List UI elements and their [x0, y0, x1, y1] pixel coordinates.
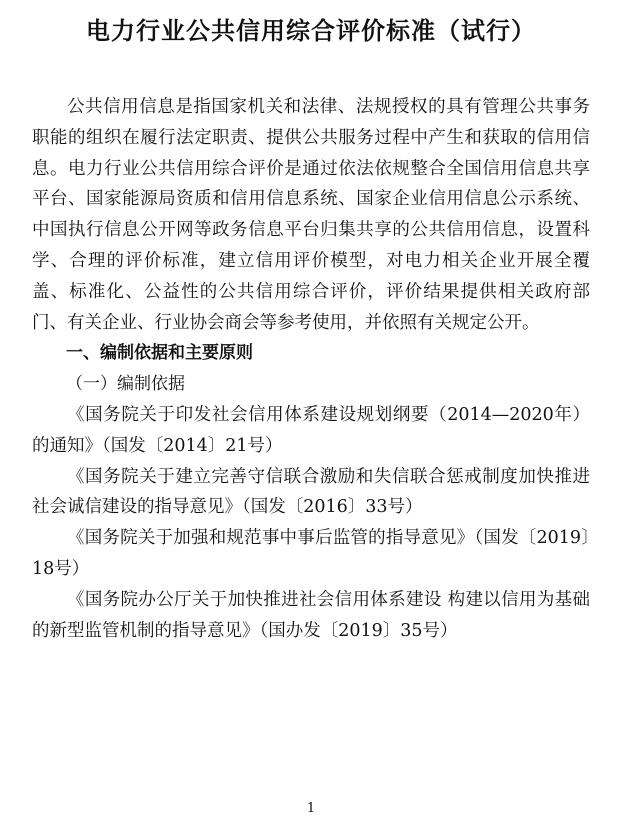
reference-item: 《国务院办公厅关于加快推进社会信用体系建设 构建以信用为基础的新型监管机制的指导意见》（国办发〔2019〕35号）: [32, 589, 590, 641]
intro-paragraph: 公共信用信息是指国家机关和法律、法规授权的具有管理公共事务职能的组织在履行法定职责、提供公共服务过程中产生和获取的信用信息。电力行业公共信用综合评价是通过依法依规整合全国信用信息共享平台、国家能源局资质和信用信息系统、国家企业信用信息公示系统、中国执行信息公开网等政务信息平台归集共享的公共信用信息，设置科学、合理的评价标准，建立信用评价模型，对电力相关企业开展全覆盖、标准化、公益性的公共信用综合评价，评价结果提供相关政府部门、有关企业、行业协会商会等参考使用，并依照有关规定公开。: [32, 97, 590, 333]
page-number: 1: [306, 801, 316, 816]
reference-item: 《国务院关于加强和规范事中事后监管的指导意见》（国发〔2019〕18号）: [32, 528, 590, 579]
document-title: 电力行业公共信用综合评价标准（试行）: [86, 17, 536, 45]
reference-item: 《国务院关于建立完善守信联合激励和失信联合惩戒制度加快推进社会诚信建设的指导意见》（国发〔2016〕33号）: [32, 466, 590, 518]
document-body: [32, 92, 590, 646]
subsection-heading: （一）编制依据: [66, 374, 185, 395]
section-heading: 一、编制依据和主要原则: [66, 343, 253, 364]
reference-item: 《国务院关于印发社会信用体系建设规划纲要（2014—2020年）的通知》（国发〔2014〕21号）: [32, 404, 590, 456]
